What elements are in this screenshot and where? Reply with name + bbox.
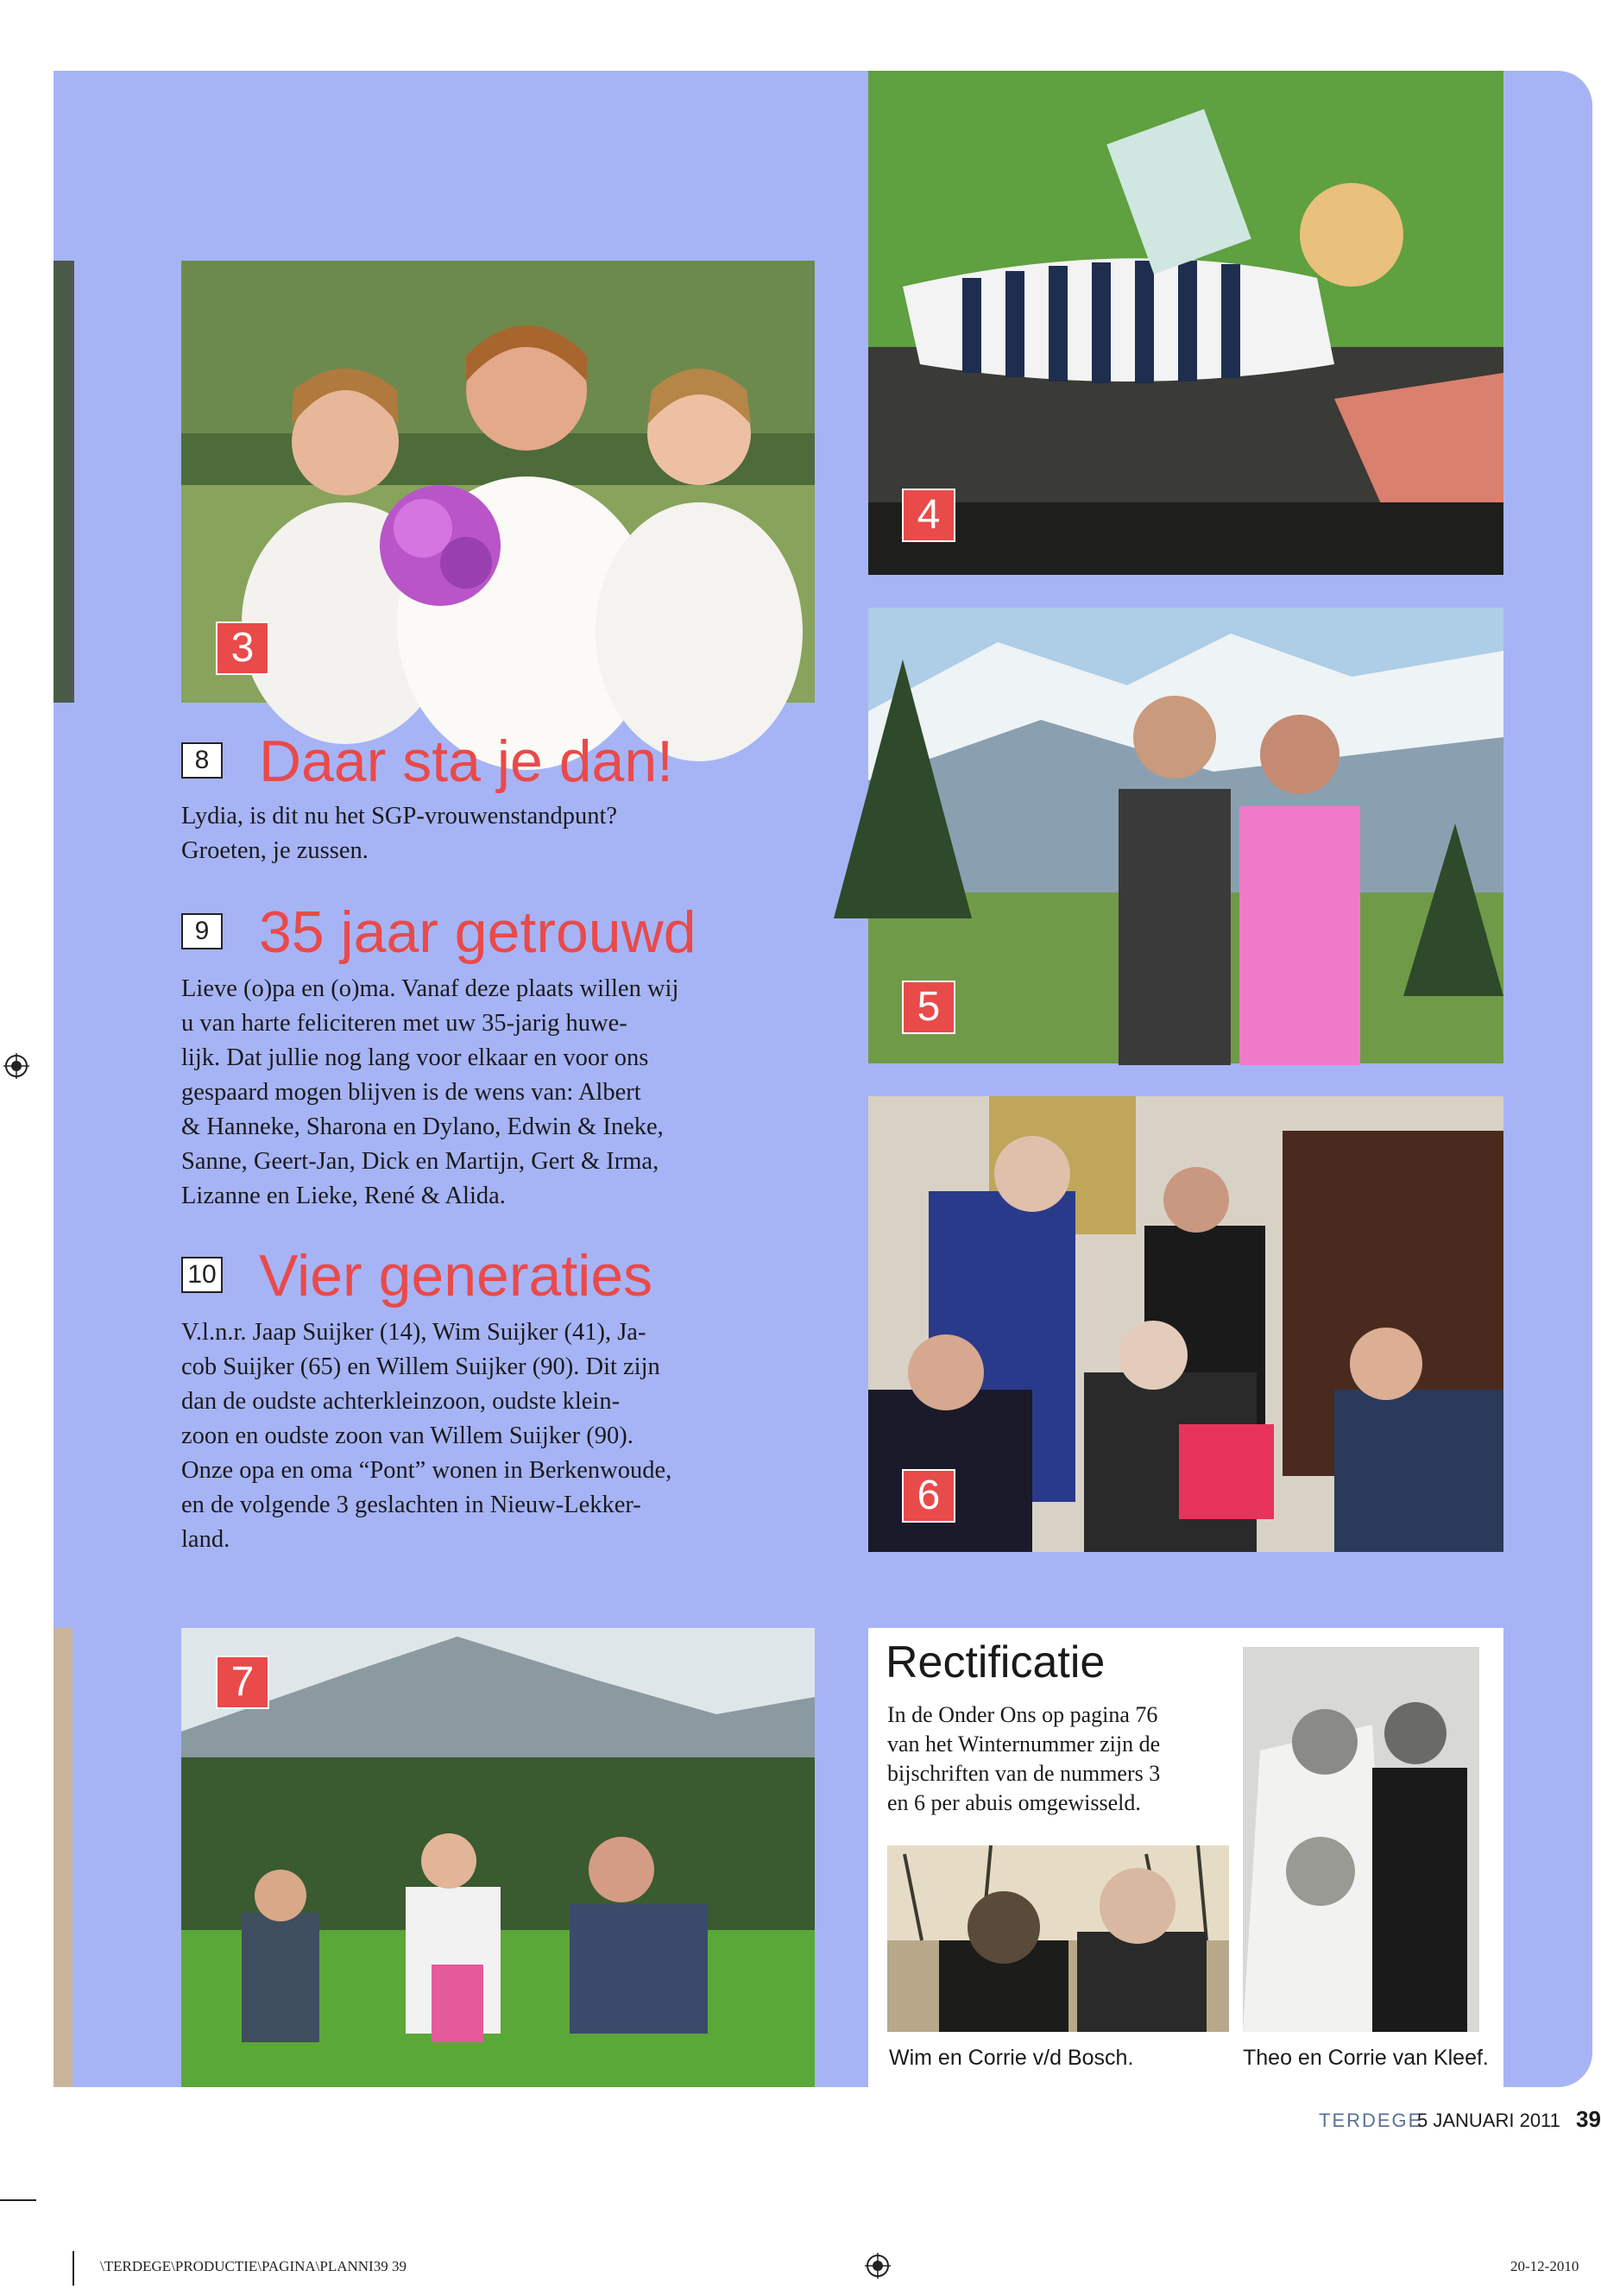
rectificatie-caption-left: Wim en Corrie v/d Bosch. [889, 2046, 1134, 2070]
photo-5-number-badge: 5 [902, 981, 955, 1034]
footer-date: 5 JANUARI 2011 [1417, 2110, 1560, 2131]
photo-6-family-generations [868, 1096, 1503, 1552]
slug-divider [72, 2251, 74, 2286]
article-9-title: 35 jaar getrouwd [259, 899, 696, 965]
photo-7-number-badge: 7 [216, 1656, 269, 1709]
photo-4-number-badge: 4 [902, 489, 955, 542]
rectificatie-photo-right [1243, 1647, 1479, 2032]
photo-7-family-outdoors [181, 1628, 815, 2087]
left-edge-photo-top [54, 261, 74, 703]
slug-date: 20-12-2010 [1510, 2258, 1579, 2274]
registration-mark-bottom-icon [865, 2253, 891, 2279]
article-10-body: V.l.n.r. Jaap Suijker (14), Wim Suijker (41), Ja- cob Suijker (65) en Willem Suijker (90). Dit zijn dan de oudste achterkleinzoon, oudste klein- zoon en oudste zoon van Willem Suijker (90). Onze opa en oma “Pont” wonen in Berkenwoude, en de volgende 3 geslachten in Nieuw-Lekker- land. [181, 1319, 672, 1553]
photo-6-number-badge: 6 [902, 1469, 955, 1523]
rectificatie-title: Rectificatie [886, 1637, 1106, 1687]
rectificatie-caption-right: Theo en Corrie van Kleef. [1243, 2046, 1489, 2070]
footer-page-number: 39 [1576, 2106, 1601, 2132]
slug-path: \TERDEGE\PRODUCTIE\PAGINA\PLANNI39 39 [100, 2258, 407, 2274]
registration-mark-left-icon [3, 1053, 29, 1079]
photo-3-wedding [181, 261, 815, 703]
photo-3-number-badge: 3 [216, 621, 269, 675]
article-8-title: Daar sta je dan! [259, 729, 674, 794]
photo-5-mountain-couple [868, 608, 1503, 1063]
article-8-number: 8 [181, 742, 223, 779]
slug-line-left [0, 2199, 36, 2201]
article-10-title: Vier generaties [259, 1243, 653, 1309]
article-9-body: Lieve (o)pa en (o)ma. Vanaf deze plaats willen wij u van harte feliciteren met uw 35-jarig huwe- lijk. Dat jullie nog lang voor elkaar en voor ons gespaard mogen blijven is de wens van: Albert & Hanneke, Sharona en Dylano, Edwin & Ineke, Sanne, Geert-Jan, Dick en Martijn, Gert & Irma, Lizanne en Lieke, René & Alida. [181, 975, 679, 1209]
article-10-number: 10 [181, 1257, 223, 1293]
left-edge-photo-bottom [54, 1628, 72, 2087]
rectificatie-body: In de Onder Ons op pagina 76 van het Winternummer zijn de bijschriften van de nummers 3 en 6 per abuis omgewisseld. [887, 1702, 1161, 1815]
footer-magazine-name: TERDEGE [1319, 2110, 1423, 2131]
rectificatie-photo-left [887, 1845, 1229, 2032]
article-9-number: 9 [181, 913, 223, 949]
article-8-body: Lydia, is dit nu het SGP-vrouwenstandpunt? Groeten, je zussen. [181, 803, 618, 864]
photo-4-reading-girl [868, 71, 1503, 575]
